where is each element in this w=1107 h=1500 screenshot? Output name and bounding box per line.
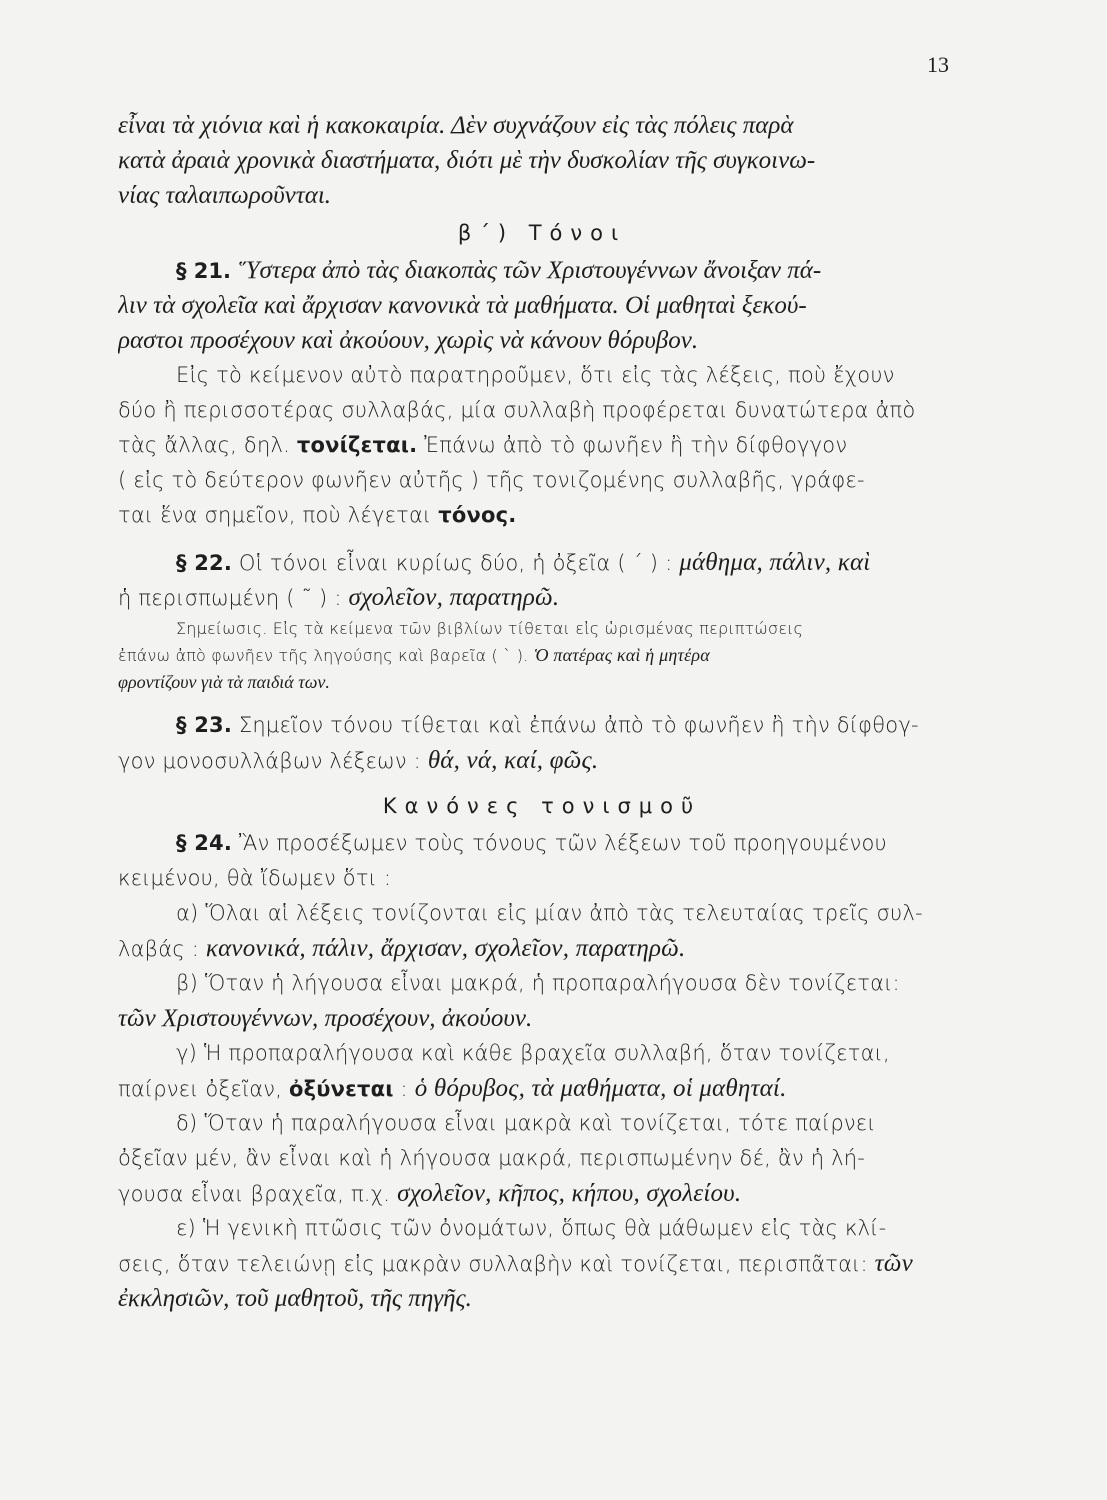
term-oxynetai: ὀξύνεται xyxy=(289,1077,394,1101)
note-line: Σημείωσις. Εἰς τὰ κείμενα τῶν βιβλίων τίθεται εἰς ὡρισμένας περιπτώσεις xyxy=(176,619,804,638)
text-line: ( εἰς τὸ δεύτερον φωνῆεν αὐτῆς ) τῆς τονιζομένης συλλαβῆς, γράφε- xyxy=(118,468,865,492)
text-span: λαβάς : xyxy=(118,937,199,961)
example-words: ἐκκλησιῶν, τοῦ μαθητοῦ, τῆς πηγῆς. xyxy=(118,1285,472,1312)
text-line: νίας ταλαιπωροῦνται. xyxy=(118,182,332,209)
example-words: τῶν xyxy=(874,1250,913,1277)
rule-c-line: γ) Ἡ προπαραλήγουσα καὶ κάθε βραχεῖα συλλαβή, ὅταν τονίζεται, xyxy=(176,1041,890,1065)
page-body xyxy=(118,108,966,1316)
text-line: δύο ἢ περισσοτέρας συλλαβάς, μία συλλαβὴ προφέρεται δυνατώτερα ἀπὸ xyxy=(118,398,916,422)
text-line xyxy=(118,1176,966,1211)
example-words: ὁ θόρυβος, τὰ μαθήματα, οἱ μαθηταί. xyxy=(414,1075,787,1102)
rule-b-line: β) Ὅταν ἡ λήγουσα εἶναι μακρά, ἡ προπαραλήγουσα δὲν τονίζεται: xyxy=(176,971,900,995)
text-span: Σημεῖον τόνου τίθεται καὶ ἐπάνω ἀπὸ τὸ φωνῆεν ἢ τὴν δίφθογ- xyxy=(238,713,919,737)
text-line xyxy=(118,1246,966,1281)
section-number: § 23. xyxy=(176,713,233,737)
text-span: τὰς ἄλλας, δηλ. xyxy=(118,433,290,457)
text-span: Ἂν προσέξωμεν τοὺς τόνους τῶν λέξεων τοῦ προηγουμένου xyxy=(238,831,887,855)
paragraph-23-line xyxy=(118,708,966,743)
text-span: παίρνει ὀξεῖαν, xyxy=(118,1077,283,1101)
text-span: ται ἕνα σημεῖον, ποὺ λέγεται xyxy=(118,503,432,527)
example-words: κανονικά, πάλιν, ἄρχισαν, σχολεῖον, παρατηρῶ. xyxy=(205,935,686,962)
text-line: εἶναι τὰ χιόνια καὶ ἡ κακοκαιρία. Δὲν συχνάζουν εἰς τὰς πόλεις παρὰ xyxy=(118,112,794,139)
text-span: Ἐπάνω ἀπὸ τὸ φωνῆεν ἢ τὴν δίφθογγον xyxy=(424,433,848,457)
text-span: ἡ περισπωμένη ( ῀ ) : xyxy=(118,586,342,610)
paragraph-24-line xyxy=(118,826,966,861)
text-line xyxy=(118,580,966,615)
text-span: ἐπάνω ἀπὸ φωνῆεν τῆς ληγούσης καὶ βαρεῖα ( ` ). xyxy=(118,646,529,665)
term-tonos: τόνος. xyxy=(438,503,517,527)
section-heading-kanones: Κανόνες τονισμοῦ xyxy=(382,794,702,818)
paragraph-21-line xyxy=(118,253,966,288)
text-span: γουσα εἶναι βραχεῖα, π.χ. xyxy=(118,1182,391,1206)
page-number: 13 xyxy=(927,52,949,77)
example-words: σχολεῖον, κῆπος, κήπου, σχολείου. xyxy=(397,1180,742,1207)
rule-e-line: ε) Ἡ γενικὴ πτῶσις τῶν ὀνομάτων, ὅπως θὰ μάθωμεν εἰς τὰς κλί- xyxy=(176,1216,887,1240)
example-words: σχολεῖον, παρατηρῶ. xyxy=(348,584,560,611)
text-span: σεις, ὅταν τελειώνῃ εἰς μακρὰν συλλαβὴν καὶ τονίζεται, περισπᾶται: xyxy=(118,1252,868,1276)
text-line: Εἰς τὸ κείμενον αὐτὸ παρατηροῦμεν, ὅτι εἰς τὰς λέξεις, ποὺ ἔχουν xyxy=(176,363,895,387)
text-line: κειμένου, θὰ ἴδωμεν ὅτι : xyxy=(118,866,392,890)
section-number: § 24. xyxy=(176,831,233,855)
text-span: γον μονοσυλλάβων λέξεων : xyxy=(118,749,421,773)
section-number: § 22. xyxy=(176,551,233,575)
paragraph-22-line xyxy=(118,545,966,580)
note-line: φροντίζουν γιὰ τὰ παιδιά των. xyxy=(118,672,330,692)
example-sentence: Ὁ πατέρας καὶ ἡ μητέρα xyxy=(533,645,710,665)
text-line: ραστοι προσέχουν καὶ ἀκούουν, χωρὶς νὰ κάνουν θόρυβον. xyxy=(118,327,699,354)
example-words: μάθημα, πάλιν, καὶ xyxy=(679,549,871,576)
rule-a-line: α) Ὅλαι αἱ λέξεις τονίζονται εἰς μίαν ἀπὸ τὰς τελευταίας τρεῖς συλ- xyxy=(176,901,923,925)
example-words: τῶν Χριστουγέννων, προσέχουν, ἀκούουν. xyxy=(118,1005,533,1032)
text-span: Ὕστερα ἀπὸ τὰς διακοπὰς τῶν Χριστουγέννων ἄνοιξαν πά- xyxy=(238,257,822,284)
example-words: θά, νά, καί, φῶς. xyxy=(427,747,599,774)
text-line: ὀξεῖαν μέν, ἂν εἶναι καὶ ἡ λήγουσα μακρά, περισπωμένην δέ, ἂν ἡ λή- xyxy=(118,1146,866,1170)
text-line xyxy=(118,1071,966,1106)
text-line xyxy=(118,498,966,533)
note-line xyxy=(118,642,966,669)
section-number: § 21. xyxy=(176,259,232,283)
rule-d-line: δ) Ὅταν ἡ παραλήγουσα εἶναι μακρὰ καὶ τονίζεται, τότε παίρνει xyxy=(176,1111,876,1135)
text-line xyxy=(118,428,966,463)
text-line xyxy=(118,743,966,778)
text-line: λιν τὰ σχολεῖα καὶ ἄρχισαν κανονικὰ τὰ μαθήματα. Οἱ μαθηταὶ ξεκού- xyxy=(118,292,807,319)
text-line xyxy=(118,931,966,966)
term-tonizetai: τονίζεται. xyxy=(296,433,418,457)
text-span: : xyxy=(400,1077,408,1101)
text-line: κατὰ ἀραιὰ χρονικὰ διαστήματα, διότι μὲ τὴν δυσκολίαν τῆς συγκοινω- xyxy=(118,147,816,174)
section-heading-tonoi: β΄) Τόνοι xyxy=(457,221,627,245)
text-span: Οἱ τόνοι εἶναι κυρίως δύο, ἡ ὀξεῖα ( ´ ) : xyxy=(238,551,673,575)
